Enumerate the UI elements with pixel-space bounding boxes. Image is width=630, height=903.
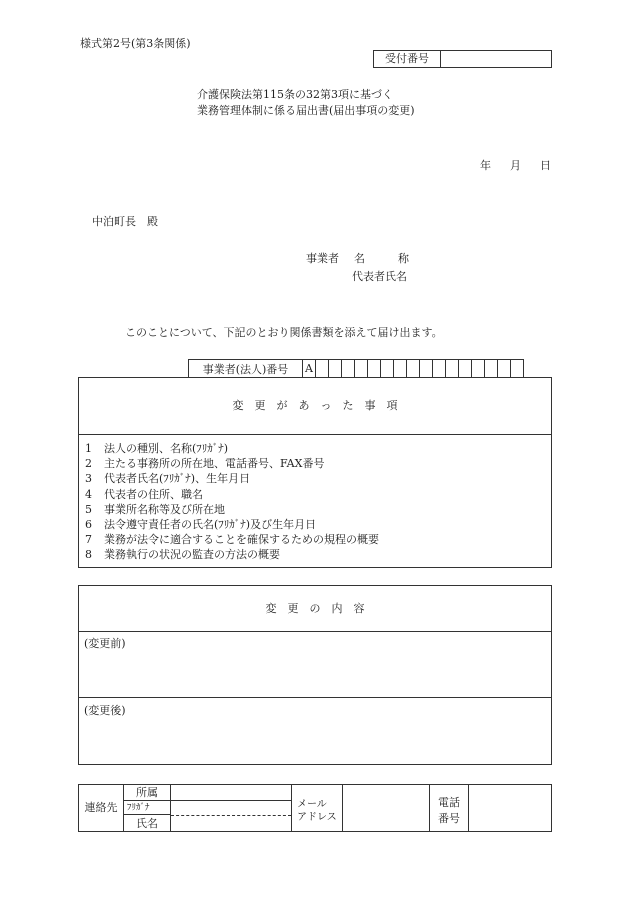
email-field[interactable]: [343, 785, 430, 831]
business-number-digit[interactable]: [355, 360, 368, 378]
business-number-table: [188, 359, 524, 378]
name-label: 氏名: [136, 817, 158, 830]
email-label-line1: メール: [297, 799, 327, 810]
changed-item-number: 2: [85, 457, 92, 471]
business-number-digit[interactable]: [472, 360, 485, 378]
changed-item-text: 事業所名称等及び所在地: [104, 502, 225, 516]
changed-item-number: 1: [85, 442, 92, 455]
before-change-field[interactable]: [79, 632, 551, 698]
name-field[interactable]: [171, 816, 291, 831]
after-change-label: (変更後): [84, 704, 126, 717]
changed-item[interactable]: [85, 487, 379, 502]
business-number-digit[interactable]: [459, 360, 472, 378]
business-number-digit[interactable]: [511, 360, 524, 378]
after-change-field[interactable]: [79, 698, 551, 764]
contact-section: [78, 784, 552, 832]
business-number-digit[interactable]: [368, 360, 381, 378]
changed-item-text: 法令遵守責任者の氏名(ﾌﾘｶﾞﾅ)及び生年月日: [104, 518, 317, 532]
contact-label: 連絡先: [79, 785, 124, 831]
business-number-digit[interactable]: [316, 360, 329, 378]
title-line-2: 業務管理体制に係る届出書(届出事項の変更): [197, 104, 415, 117]
changed-item-number: 5: [85, 502, 92, 516]
phone-label-line2: 番号: [438, 812, 460, 825]
date-year-field[interactable]: 年: [480, 159, 491, 172]
furigana-label: ﾌﾘｶﾞﾅ: [124, 801, 170, 815]
changed-item[interactable]: [85, 532, 379, 547]
business-number-digit[interactable]: [407, 360, 420, 378]
date-month-field[interactable]: 月: [510, 159, 521, 172]
receipt-number-field[interactable]: [441, 51, 551, 67]
form-number: 様式第2号(第3条関係): [80, 37, 191, 50]
business-number-digit[interactable]: [433, 360, 446, 378]
business-number-digit[interactable]: [394, 360, 407, 378]
changed-item[interactable]: [85, 502, 379, 517]
changed-item[interactable]: [85, 547, 379, 562]
business-number-digit[interactable]: [342, 360, 355, 378]
statement: このことについて、下記のとおり関係書類を添えて届け出ます。: [125, 326, 443, 339]
date-line: [480, 157, 551, 173]
receipt-number-box: [373, 50, 552, 68]
affiliation-label: 所属: [124, 785, 170, 801]
contact-values: [171, 785, 292, 831]
phone-label-line1: 電話: [438, 796, 460, 809]
date-day-field[interactable]: 日: [540, 159, 551, 172]
furigana-field[interactable]: [171, 801, 291, 816]
applicant-label: 事業者: [306, 252, 339, 265]
affiliation-field[interactable]: [171, 785, 291, 801]
changed-item[interactable]: [85, 517, 379, 532]
changed-item-text: 法人の種別、名称(ﾌﾘｶﾞﾅ): [104, 442, 229, 455]
changed-item[interactable]: [85, 471, 379, 486]
changed-item-text: 代表者の住所、職名: [104, 487, 203, 501]
changed-item-text: 主たる事務所の所在地、電話番号、FAX番号: [104, 457, 325, 471]
email-label-line2: アドレス: [297, 812, 337, 823]
changed-item-text: 業務執行の状況の監査の方法の概要: [104, 548, 280, 562]
business-number-digit[interactable]: [329, 360, 342, 378]
phone-field[interactable]: [469, 785, 551, 831]
changed-items-list: [85, 441, 379, 563]
business-number-digit[interactable]: [485, 360, 498, 378]
changed-item-text: 業務が法令に適合することを確保するための規程の概要: [104, 533, 379, 547]
phone-label-cell: [430, 785, 469, 831]
addressee: 中泊町長 殿: [92, 215, 158, 228]
before-change-label: (変更前): [84, 637, 126, 650]
changed-item-number: 8: [85, 548, 92, 562]
changed-item-number: 3: [85, 472, 92, 486]
business-number-digit[interactable]: [420, 360, 433, 378]
business-number-label: 事業者(法人)番号: [189, 360, 303, 378]
change-content-section: [78, 585, 552, 765]
changed-items-header: 変 更 が あ っ た 事 項: [79, 378, 551, 435]
business-number-prefix: A: [303, 360, 316, 378]
business-number-digit[interactable]: [498, 360, 511, 378]
representative-name-label: 代表者氏名: [352, 270, 407, 283]
changed-item-text: 代表者氏名(ﾌﾘｶﾞﾅ)、生年月日: [104, 472, 251, 486]
business-number-digit[interactable]: [381, 360, 394, 378]
change-content-header: 変 更 の 内 容: [79, 586, 551, 632]
changed-item-number: 7: [85, 533, 92, 547]
changed-item[interactable]: [85, 441, 379, 456]
changed-items-section: [78, 377, 552, 568]
changed-item-number: 4: [85, 487, 92, 501]
receipt-number-label: 受付番号: [374, 51, 441, 67]
title-line-1: 介護保険法第115条の32第3項に基づく: [197, 88, 393, 101]
changed-item[interactable]: [85, 456, 379, 471]
contact-sublabels: [124, 785, 171, 831]
email-label-cell: [292, 785, 343, 831]
applicant-name-label: 名 称: [354, 252, 409, 265]
business-number-digit[interactable]: [446, 360, 459, 378]
changed-item-number: 6: [85, 518, 92, 532]
